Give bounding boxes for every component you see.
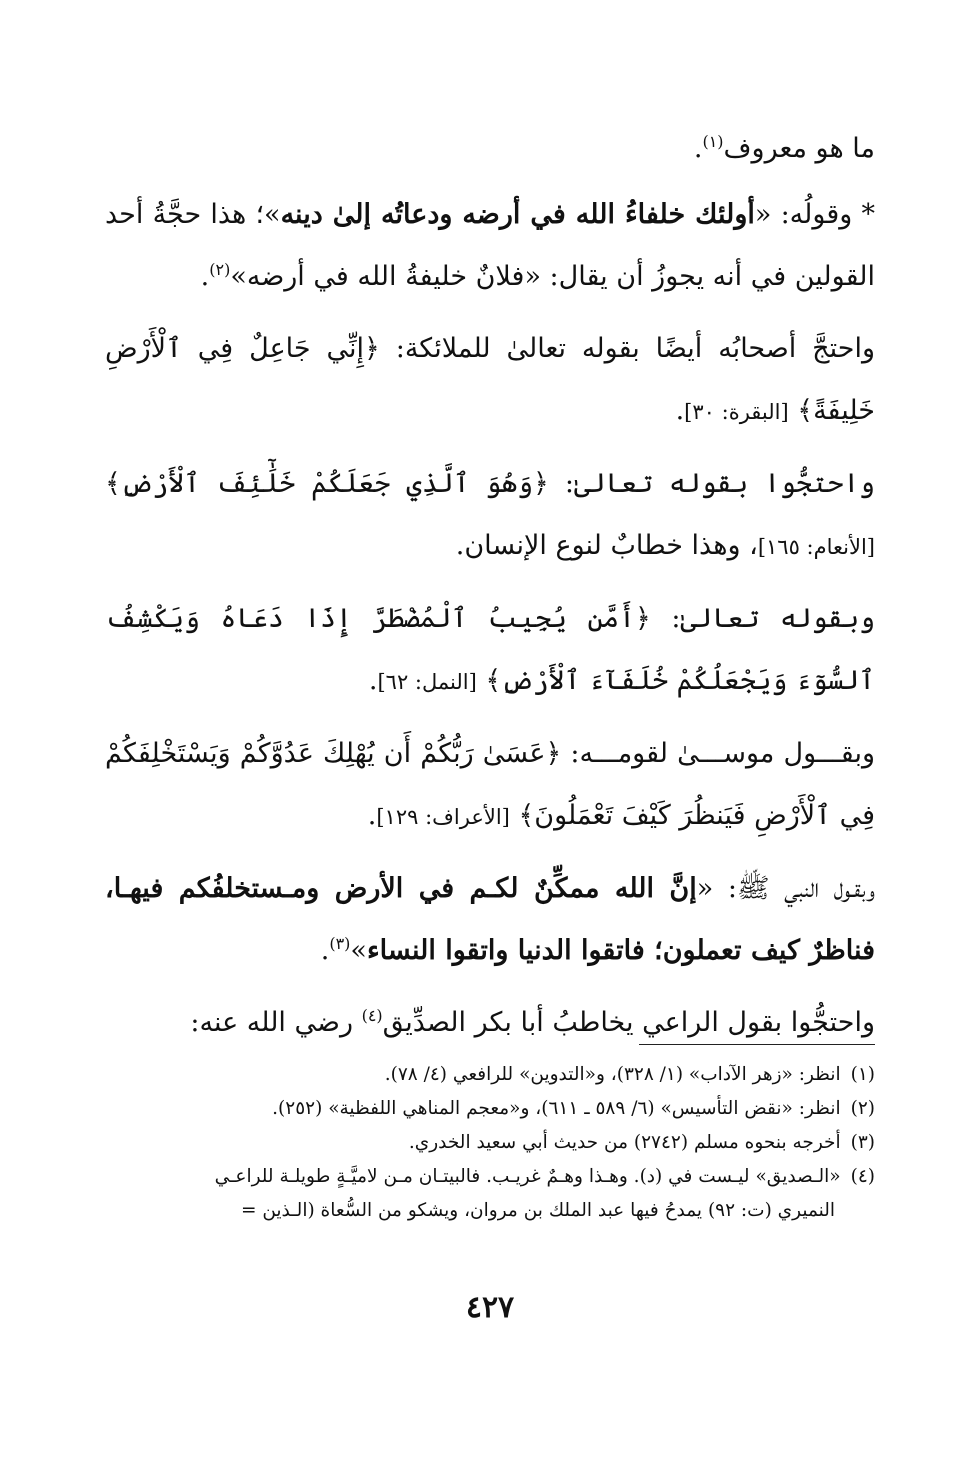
- footnote-3: (٣)أخرجه بنحوه مسلم (٢٧٤٢) من حديث أبي سعيد الخدري.: [408, 1132, 875, 1153]
- paragraph-3: واحتجَّ أصحابُه أيضًا بقوله تعالىٰ للملائكة: ﴿إِنِّي جَاعِلٌ فِي ٱلْأَرْضِ خَلِيفَةً﴾ [البقرة: ٣٠].: [105, 333, 875, 426]
- verse-reference: [النمل: ٦٢]: [377, 670, 477, 694]
- footnote-2: (٢)انظر: «نقض التأسيس» (٦/ ٥٨٩ ـ ٦١١)، و«معجم المناهي اللفظية» (٢٥٢).: [272, 1098, 875, 1119]
- verse-reference: [الأعراف: ١٢٩]: [376, 805, 510, 829]
- footnote-ref-1[interactable]: (١): [702, 132, 724, 151]
- paragraph-6: وبقـــول موســـىٰ لقومـــه: ﴿عَسَىٰ رَبُّكُمْ أَن يُهْلِكَ عَدُوَّكُمْ وَيَسْتَخْلِفَكُمْ فِي ٱلْأَرْضِ فَيَنظُرَ كَيْفَ تَعْمَلُونَ﴾ [الأعراف: ١٢٩].: [105, 738, 875, 831]
- quoted-phrase: أولئك خلفاءُ الله في أرضه ودعاتُه إلىٰ دينه: [280, 199, 755, 230]
- main-text: [105, 118, 875, 1064]
- footnote-1: (١)انظر: «زهر الآداب» (١/ ٣٢٨)، و«التدوين» للرافعي (٤/ ٧٨).: [384, 1064, 875, 1085]
- footnote-4-continuation: النميري (ت: ٩٢) يمدحُ فيها عبد الملك بن مروان، ويشكو من السُّعاة (الـذين =: [240, 1200, 835, 1221]
- page-number: ٤٢٧: [465, 1290, 515, 1325]
- quran-verse: عَسَىٰ رَبُّكُمْ أَن يُهْلِكَ عَدُوَّكُمْ وَيَسْتَخْلِفَكُمْ فِي ٱلْأَرْضِ فَيَنظُرَ كَيْفَ تَعْمَلُونَ: [105, 738, 875, 831]
- paragraph-7: وبقـول النبي ﷺ: «إنَّ الله ممكِّنٌ لكـم في الأرض ومـستخلفُكم فيهـا، فناظرٌ كيف تعملون؛ فاتقوا الدنيا واتقوا النساء»$^{(٣)}$.: [105, 873, 875, 966]
- footnote-divider: [639, 1044, 875, 1045]
- footnote-4: (٤)«الـصديق» ليـست في (د). وهـذا وهـمٌ غريـب. فالبيتـان مـن لاميَّـةٍ طويلـة للراعـي: [214, 1166, 875, 1187]
- footnote-ref-2[interactable]: (٢): [209, 260, 231, 279]
- paragraph-8: واحتجُّوا بقول الراعي يخاطبُ أبا بكر الصدِّيق$^{(٤)}$ رضي الله عنه:: [190, 1006, 875, 1038]
- hadith-text: إنَّ الله ممكِّنٌ لكـم في الأرض ومـستخلفُكم فيهـا، فناظرٌ كيف تعملون؛ فاتقوا الدنيا واتقوا النساء: [105, 873, 875, 966]
- verse-reference: [البقرة: ٣٠]: [684, 400, 789, 424]
- paragraph-2: * وقولُه: «أولئك خلفاءُ الله في أرضه ودعاتُه إلىٰ دينه»؛ هذا حجَّةُ أحد القولين في أنه يجوزُ أن يقال: «فلانٌ خليفةُ الله في أرضه»$^{(٢)}$.: [105, 199, 875, 292]
- paragraph-1: ما هو معروف$^{(١)}$.: [693, 132, 875, 164]
- footnote-ref-3[interactable]: (٣): [329, 934, 351, 953]
- verse-reference: [الأنعام: ١٦٥]: [757, 535, 875, 559]
- paragraph-5: وبقوله تعالىٰ: ﴿أَمَّن يُجِيبُ ٱلْمُضْطَرَّ إِذَا دَعَاهُ وَيَكْشِفُ ٱلسُّوٓءَ وَيَجْعَلُكُمْ خُلَفَآءَ ٱلْأَرْضِ﴾ [النمل: ٦٢].: [105, 603, 876, 696]
- quran-verse: أَمَّن يُجِيبُ ٱلْمُضْطَرَّ إِذَا دَعَاهُ وَيَكْشِفُ ٱلسُّوٓءَ وَيَجْعَلُكُمْ خُلَفَآءَ ٱلْأَرْضِ: [105, 603, 875, 696]
- paragraph-4: واحتجُّوا بقوله تعالىٰ: ﴿وَهُوَ ٱلَّذِي جَعَلَكُمْ خَلَٰٓئِفَ ٱلْأَرْضِ﴾ [الأنعام: ١٦٥]، وهذا خطابٌ لنوع الإنسان.: [105, 468, 875, 561]
- quran-verse: إِنِّي جَاعِلٌ فِي ٱلْأَرْضِ خَلِيفَةً: [105, 333, 875, 426]
- footnote-ref-4[interactable]: (٤): [361, 1006, 383, 1025]
- footnotes-section: [105, 1058, 875, 1228]
- quran-verse: وَهُوَ ٱلَّذِي جَعَلَكُمْ خَلَٰٓئِفَ ٱلْأَرْضِ: [120, 468, 534, 499]
- star-marker: *: [852, 199, 875, 230]
